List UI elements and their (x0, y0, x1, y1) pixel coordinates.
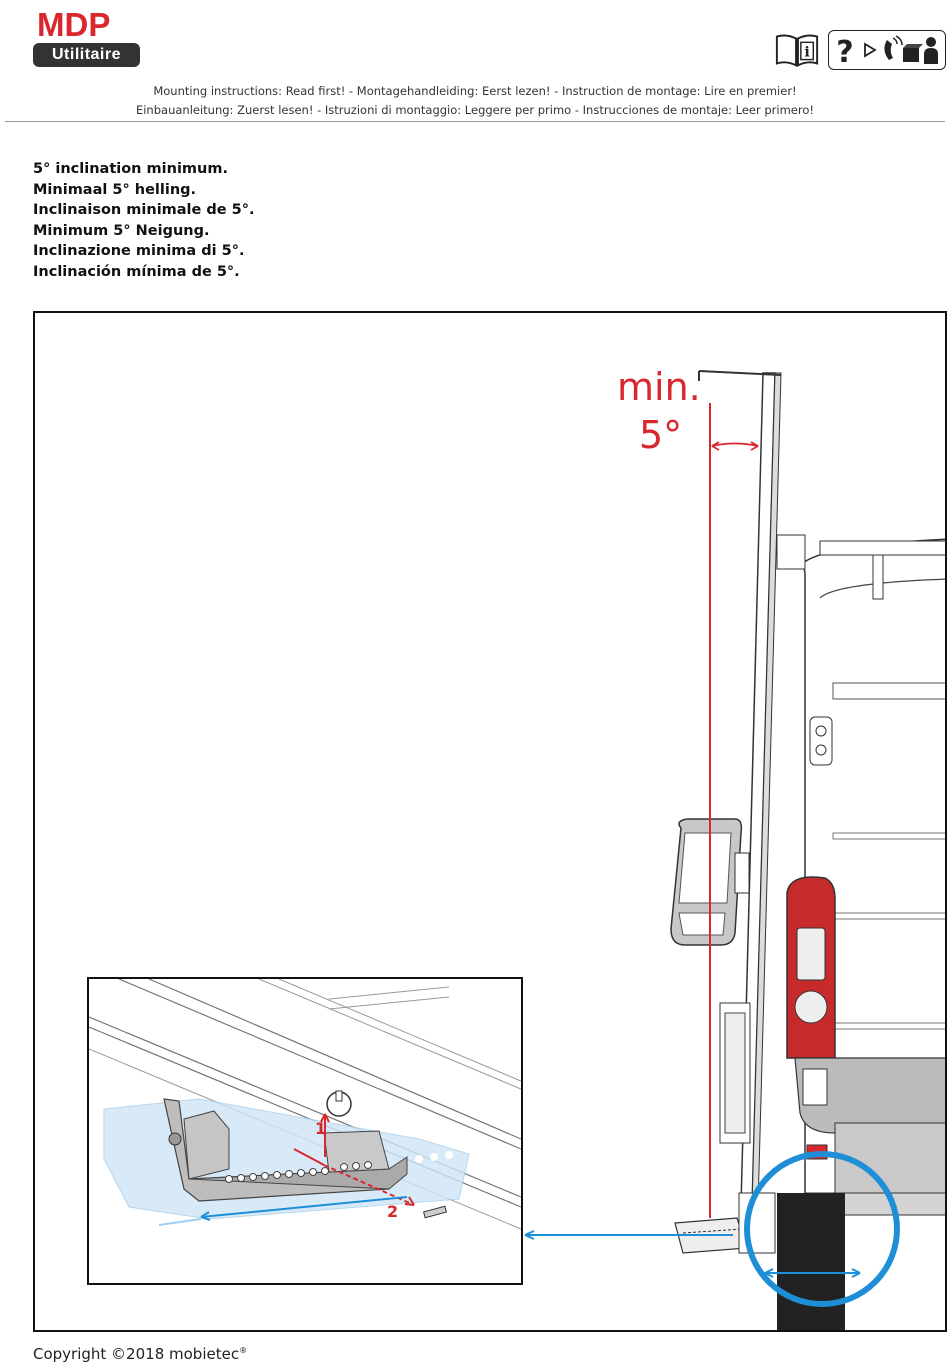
instruction-en: 5° inclination minimum. (33, 161, 228, 177)
instruction-fr: Inclinaison minimale de 5°. (33, 202, 255, 219)
detail-inset (87, 977, 523, 1285)
copyright (33, 1345, 247, 1363)
svg-text:?: ? (836, 35, 854, 68)
question-arrow-support-icon (828, 30, 946, 70)
instruction-es: Inclinación mínima de 5°. (33, 263, 240, 280)
manual-info-icon (774, 31, 820, 69)
inclination-instructions (33, 159, 255, 283)
registered-mark: ® (239, 1346, 248, 1355)
header-icons (774, 30, 946, 70)
angle-label: 5° (639, 413, 683, 457)
instruction-nl: Minimaal 5° helling. (33, 181, 197, 198)
copyright-text: Copyright ©2018 mobietec (33, 1345, 240, 1363)
step-2-label: 2 (387, 1202, 399, 1221)
step-bracket-detail (89, 979, 521, 1283)
brand-logo (33, 6, 140, 70)
instruction-it: Inclinazione minima di 5°. (33, 243, 245, 260)
header-instructions (30, 82, 920, 119)
header-line-1: Mounting instructions: Read first! - Montagehandleiding: Eerst lezen! - Instruction de montage: Lire en premier! (153, 84, 797, 98)
logo-wordmark: MDP (37, 6, 111, 43)
svg-text:i: i (804, 44, 810, 61)
min-label: min. (617, 365, 701, 409)
logo-subtitle: Utilitaire (33, 43, 140, 67)
header-line-2: Einbauanleitung: Zuerst lesen! - Istruzioni di montaggio: Leggere per primo - Instrucciones de montaje: Leer primero! (135, 102, 815, 117)
instruction-de: Minimum 5° Neigung. (33, 222, 210, 239)
step-1-label: 1 (315, 1119, 327, 1138)
header-divider (5, 121, 945, 122)
